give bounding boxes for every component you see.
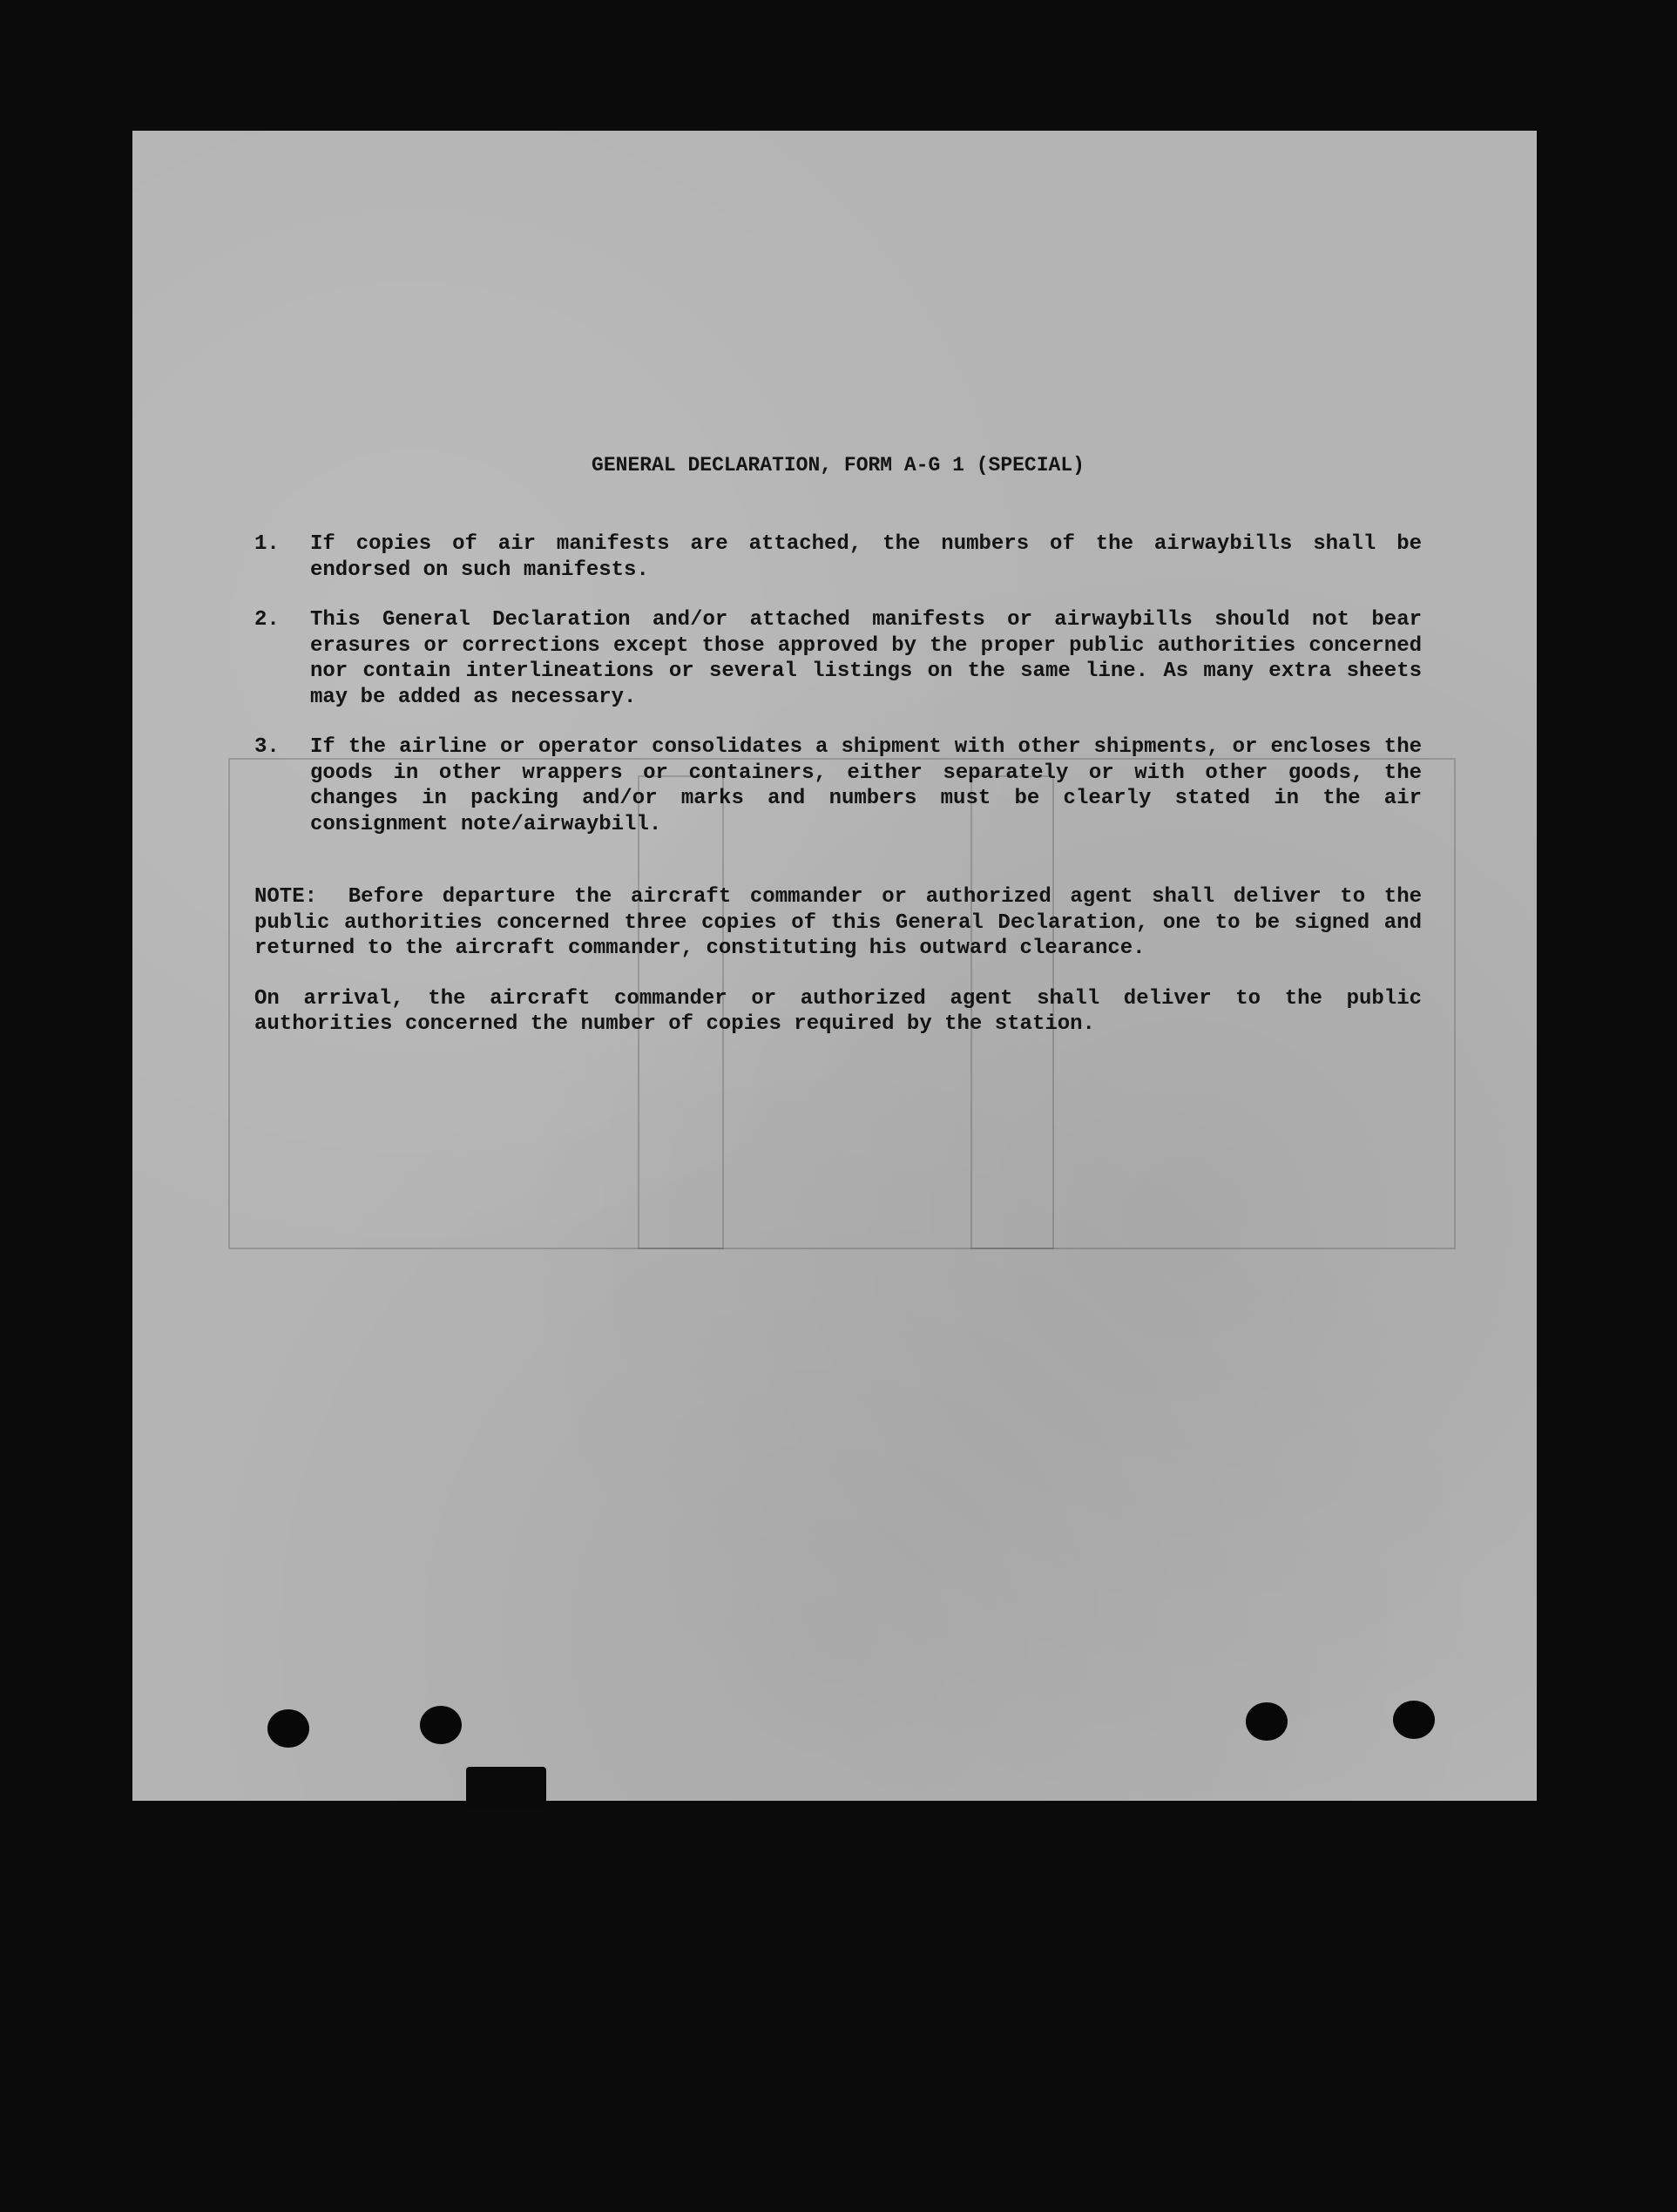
- instruction-text: If copies of air manifests are attached, the numbers of the airwaybills shall be endorsed on such manifests.: [310, 532, 1422, 582]
- punch-hole: [420, 1706, 462, 1744]
- document-sheet: [132, 131, 1537, 1801]
- note-text: Before departure the aircraft commander or authorized agent shall deliver to the public authorities concerned three copies of this General Declaration, one to be signed and returned to the aircraft commander, constituting his outward clearance.: [254, 885, 1422, 960]
- bleed-through-stamp: [1274, 1098, 1285, 1145]
- notes-section: [254, 884, 1422, 1062]
- document-title: GENERAL DECLARATION, FORM A-G 1 (SPECIAL): [592, 454, 1085, 477]
- punch-hole: [1393, 1701, 1435, 1739]
- instruction-number: 2.: [254, 608, 280, 632]
- note-label: NOTE:: [254, 885, 318, 909]
- instruction-number: 3.: [254, 735, 280, 759]
- arrival-note: On arrival, the aircraft commander or authorized agent shall deliver to the public authorities concerned the number of copies required by the station.: [254, 986, 1422, 1036]
- departure-note: [254, 884, 1422, 962]
- instruction-list: [254, 531, 1422, 862]
- binding-tab: [466, 1767, 546, 1809]
- instruction-item: [254, 734, 1422, 837]
- punch-hole: [267, 1709, 309, 1748]
- punch-hole: [1246, 1702, 1288, 1741]
- instruction-item: [254, 531, 1422, 583]
- instruction-number: 1.: [254, 532, 280, 556]
- instruction-item: [254, 607, 1422, 710]
- instruction-text: If the airline or operator consolidates a shipment with other shipments, or encloses the goods in other wrappers or containers, either separately or with other goods, the changes in packing and/or marks and numbers must be clearly stated in the air consignment note/airwaybill.: [310, 735, 1422, 836]
- instruction-text: This General Declaration and/or attached manifests or airwaybills should not bear erasures or corrections except those approved by the proper public authorities concerned nor contain interlineations or several listings on the same line. As many extra sheets may be added as necessary.: [310, 608, 1422, 709]
